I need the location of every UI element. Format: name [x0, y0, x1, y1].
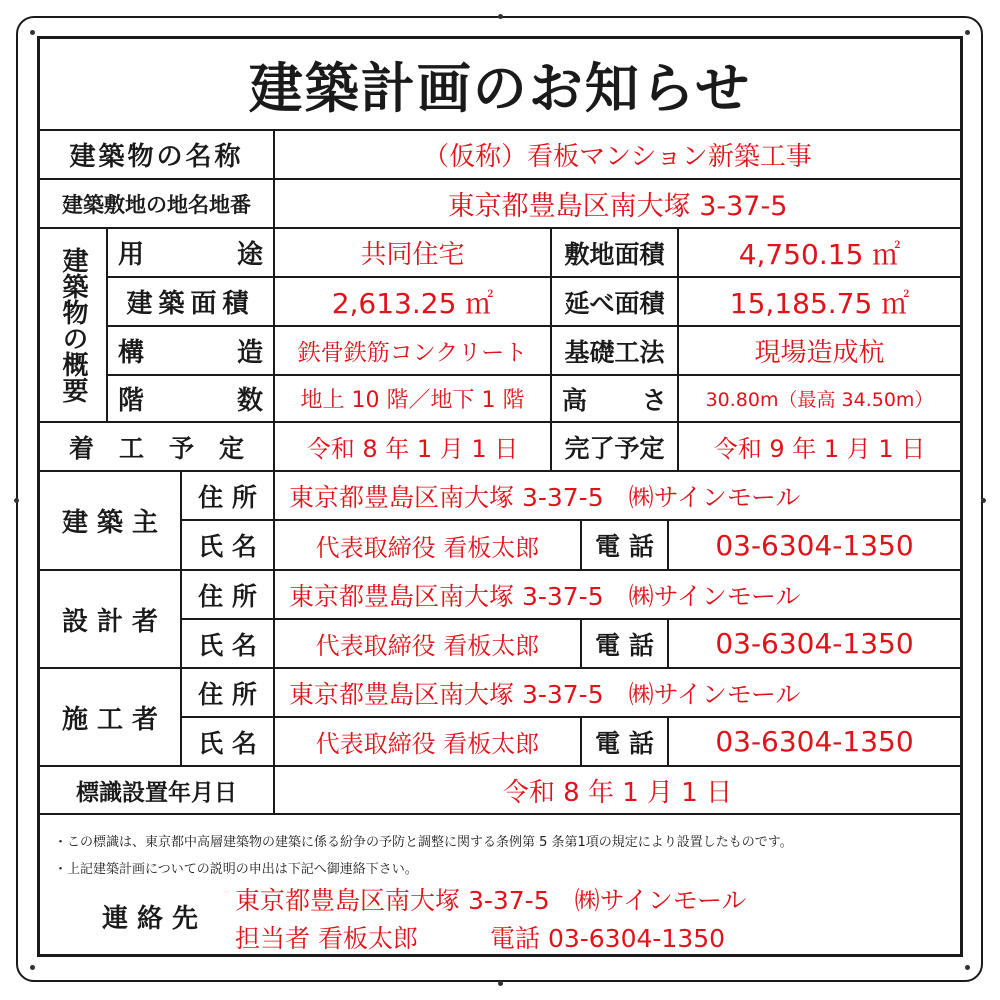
site-value: 東京都豊島区南大塚 3-37-5 [447, 191, 788, 222]
site-area-value: 4,750.15 ㎡ [738, 237, 901, 271]
party-phone-label: 電 話 [595, 630, 654, 660]
mount-hole [30, 30, 35, 35]
mount-hole [30, 965, 35, 970]
mount-hole [14, 498, 19, 503]
party-name-label: 氏 名 [198, 630, 257, 660]
party-name: 代表取締役 看板太郎 [315, 632, 540, 660]
contact-person: 担当者 看板太郎 [235, 924, 418, 953]
start-label: 着 工 予 定 [68, 433, 244, 463]
structure-label [108, 327, 273, 374]
height-label [552, 376, 677, 421]
foundation-value: 現場造成杭 [754, 338, 885, 368]
mount-hole [981, 498, 986, 503]
sign-date-value: 令和 8 年 1 月 1 日 [502, 777, 733, 808]
party-address: 東京都豊島区南大塚 3-37-5 ㈱サインモール [289, 482, 801, 512]
foundation-label: 基礎工法 [564, 337, 665, 367]
note-line: ・この標識は、東京都中高層建築物の建築に係る紛争の予防と調整に関する条例第 5 条第1項の規定により設置したものです。 [54, 835, 793, 850]
party-name: 代表取締役 看板太郎 [315, 533, 540, 562]
floors-label [108, 376, 273, 421]
contact-phone: 電話 03-6304-1350 [490, 924, 726, 953]
party-role: 建 築 主 [61, 508, 159, 538]
party-phone: 03-6304-1350 [715, 528, 914, 562]
party-phone-label: 電 話 [595, 728, 654, 758]
contact-label: 連 絡 先 [101, 903, 199, 934]
floors-label-second: 数 [236, 386, 263, 416]
contact-address: 東京都豊島区南大塚 3-37-5 ㈱サインモール [235, 886, 747, 915]
party-address-label: 住 所 [198, 679, 257, 709]
party-phone: 03-6304-1350 [715, 627, 914, 660]
building-area-label: 建築面積 [126, 289, 255, 319]
height-label-second: さ [641, 385, 667, 415]
overview-group-label: 建築物の概要 [58, 247, 88, 403]
end-value: 令和 9 年 1 月 1 日 [713, 435, 926, 463]
use-label-second: 途 [236, 240, 263, 270]
floors-label-first: 階 [118, 386, 145, 416]
use-label-first: 用 [118, 240, 145, 270]
party-address-label: 住 所 [198, 581, 257, 611]
party-name-label: 氏 名 [198, 728, 257, 758]
floors-value: 地上 10 階／地下 1 階 [300, 388, 525, 413]
site-label: 建築敷地の地名地番 [62, 192, 251, 217]
use-value: 共同住宅 [360, 240, 465, 270]
end-label: 完了予定 [564, 433, 665, 463]
building-area-value: 2,613.25 ㎡ [331, 286, 494, 320]
mount-hole [965, 30, 970, 35]
party-role: 設 計 者 [61, 606, 159, 637]
sign-date-label: 標識設置年月日 [76, 779, 237, 806]
height-label-first: 高 [562, 385, 588, 415]
notice-frame [37, 36, 963, 957]
use-label [108, 229, 273, 276]
party-role: 施 工 者 [61, 704, 159, 735]
party-name: 代表取締役 看板太郎 [315, 730, 540, 758]
mount-hole [965, 965, 970, 970]
height-value: 30.80m（最高 34.50m） [705, 389, 934, 411]
party-phone-label: 電 話 [595, 532, 654, 561]
floor-area-value: 15,185.75 ㎡ [729, 286, 910, 320]
building-name-value: （仮称）看板マンション新築工事 [423, 142, 812, 172]
structure-label-first: 構 [118, 338, 145, 368]
party-phone: 03-6304-1350 [715, 725, 914, 758]
mount-hole [498, 981, 503, 986]
party-address-label: 住 所 [198, 482, 257, 512]
notice-title: 建築計画のお知らせ [248, 56, 752, 120]
party-name-label: 氏 名 [198, 532, 257, 561]
mount-hole [498, 14, 503, 19]
note-line: ・上記建築計画についての説明の申出は下記へ御連絡下さい。 [54, 862, 418, 877]
party-address: 東京都豊島区南大塚 3-37-5 ㈱サインモール [289, 581, 801, 611]
structure-value: 鉄骨鉄筋コンクリート [297, 340, 528, 366]
row-divider [40, 813, 960, 815]
party-address: 東京都豊島区南大塚 3-37-5 ㈱サインモール [289, 679, 801, 709]
building-name-label: 建築物の名称 [69, 142, 244, 172]
site-area-label: 敷地面積 [564, 239, 665, 269]
floor-area-label: 延べ面積 [564, 288, 665, 318]
start-value: 令和 8 年 1 月 1 日 [306, 435, 519, 463]
structure-label-second: 造 [236, 338, 263, 368]
